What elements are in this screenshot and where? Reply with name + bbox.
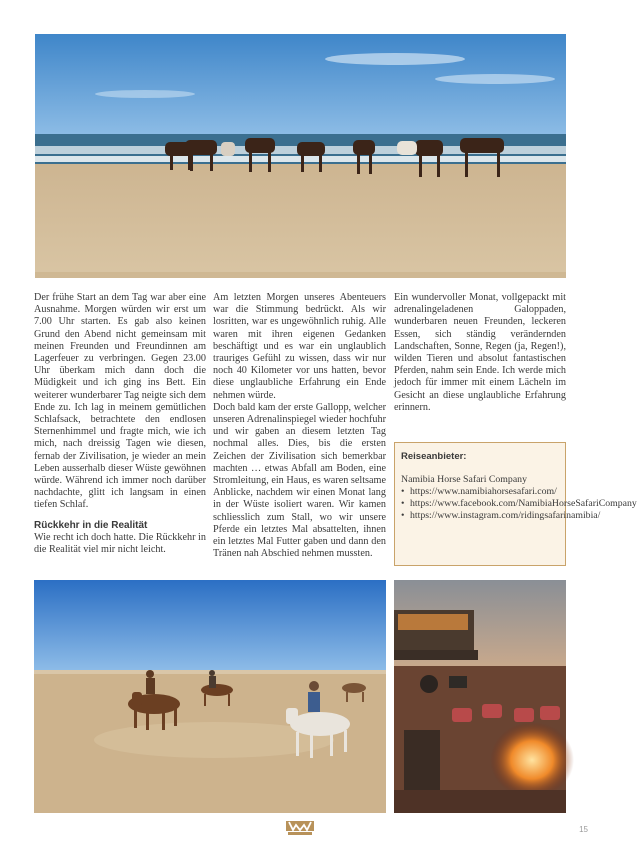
provider-company: Namibia Horse Safari Company	[401, 474, 527, 485]
article-column-3	[394, 292, 566, 414]
paragraph: Wie recht ich doch hatte. Die Rückkehr in die Realität viel mir nicht leicht.	[34, 531, 206, 556]
photo-campfire	[394, 580, 566, 813]
subheading: Rückkehr in die Realität	[34, 519, 148, 531]
provider-box-title: Reiseanbieter:	[401, 451, 467, 462]
article-column-1	[34, 292, 206, 556]
provider-website-link[interactable]: • https://www.namibiahorsesafari.com/	[401, 486, 559, 498]
page-number: 15	[579, 825, 588, 834]
provider-info-box	[394, 442, 637, 566]
article-column-2	[213, 292, 386, 560]
provider-list	[401, 474, 637, 522]
provider-instagram-link[interactable]: • https://www.instagram.com/ridingsafarinamibia/	[401, 510, 559, 522]
provider-facebook-link[interactable]: • https://www.facebook.com/NamibiaHorseSafariCompany	[401, 498, 559, 510]
paragraph: Ein wundervoller Monat, vollgepackt mit adrenalingeladenen Galoppaden, wunderbaren neuen Freunden, leckeren Essen, sich ständig verändernden Landschaften, Sonne, Regen (ja, Regen!), wilden Tieren und absolut fantastischen Pferden, nahm sein Ende. Ich werde mich jedoch für immer mit einem Lächeln im Gesicht an diese unglaubliche Erfahrung erinnern.	[394, 292, 566, 413]
paragraph: Am letzten Morgen unseres Abenteuers war die Stimmung bedrückt. Als wir losritten, war es ungewöhnlich ruhig. Alle waren mit ihren eigenen Gedanken beschäftigt und es war ein unglaublich trauriges Gefühl zu wissen, dass wir nur noch 40 Kilometer vor uns hatten, bevor diese unglaubliche Erfahrung ein Ende nehmen würde.	[213, 292, 386, 401]
paragraph: Doch bald kam der erste Gallopp, welcher unseren Adrenalinspiegel wieder hochfuhr und wir gaben an diesem letzten Tag nochmal alles. Dies, bis die ersten Zeichen der Zivilisation sich bemerkbar machten … etwas Abfall am Boden, eine Stromleitung, ein Haus, es waren seltsame Anblicke, nachdem wir einen Monat lang in der Wüste isoliert waren. Wir kamen schliesslich zum Stall, wo wir unsere Pferde ein letztes Mal absattelten, ihnen ein letztes Mal Futter gaben und dann den Tränen nah Abschied nehmen mussten.	[213, 401, 386, 560]
photo-galloping-riders	[34, 580, 386, 813]
logo-icon	[286, 821, 314, 837]
photo-horses-beach	[35, 34, 566, 278]
paragraph: Der frühe Start an dem Tag war aber eine Ausnahme. Morgen würden wir erst um 7.00 Uhr starten. Es gab also keinen Grund den Abend nicht gemeinsam mit meinen Freunden und Freundinnen am Lagerfeuer zu verbringen. Gegen 23.00 Uhr überkam mich dann doch die Müdigkeit und ich ging ins Bett. Ein weiterer wunderbarer Tag neigte sich dem Ende zu. Ich lag in meinem gemütlichen Schlafsack, betrachtete den endlosen Sternenhimmel und fragte mich, wie ich mich, nach dreissig Tagen wie diesen, fernab der Zivilisation, je wieder an mein Leben ausserhalb dieser Wüste gewöhnen würde. Während ich immer noch darüber nachdachte, glitt ich langsam in einen tiefen Schlaf.	[34, 292, 206, 511]
